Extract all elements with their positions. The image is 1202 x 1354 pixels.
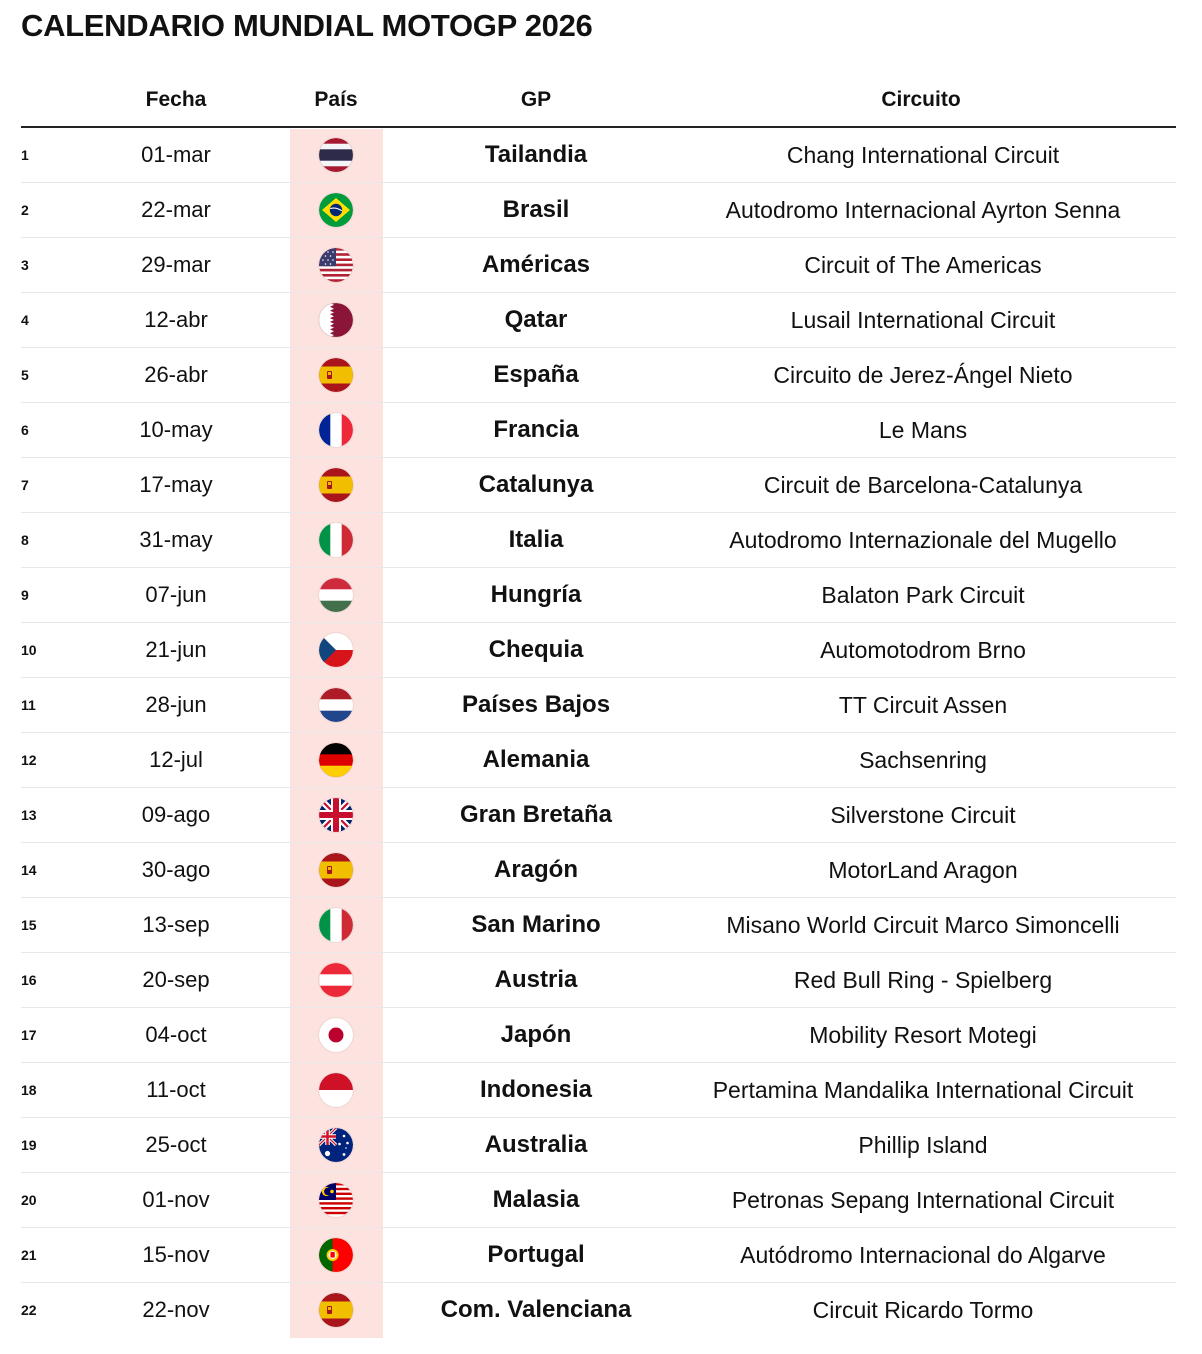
italy-flag-icon [319, 908, 353, 942]
grand-prix-name: Gran Bretaña [406, 788, 666, 843]
race-number: 6 [21, 403, 86, 458]
race-date: 20-sep [86, 953, 266, 1008]
circuit-name: TT Circuit Assen [666, 678, 1176, 733]
race-date: 11-oct [86, 1063, 266, 1118]
table-row [21, 788, 1176, 843]
indonesia-flag-icon [319, 1073, 353, 1107]
country-cell [266, 898, 406, 953]
race-number: 15 [21, 898, 86, 953]
grand-prix-name: España [406, 348, 666, 403]
country-cell [266, 513, 406, 568]
circuit-name: Autódromo Internacional do Algarve [666, 1228, 1176, 1283]
circuit-name: Red Bull Ring - Spielberg [666, 953, 1176, 1008]
race-number: 10 [21, 623, 86, 678]
race-number: 22 [21, 1302, 37, 1318]
grand-prix-name: Italia [406, 513, 666, 568]
race-number: 12 [21, 733, 86, 788]
spain-flag-icon [319, 358, 353, 392]
grand-prix-name: Brasil [406, 183, 666, 238]
circuit-name: Circuit of The Americas [666, 238, 1176, 293]
race-number: 18 [21, 1063, 86, 1118]
thailand-flag-icon [319, 138, 353, 172]
race-date: 22-mar [86, 183, 266, 238]
header-number [21, 74, 86, 127]
country-cell [266, 1228, 406, 1283]
race-date: 17-may [86, 458, 266, 513]
country-cell [266, 1118, 406, 1173]
race-date: 22-nov [142, 1297, 210, 1322]
country-cell [266, 788, 406, 843]
france-flag-icon [319, 413, 353, 447]
table-row [21, 458, 1176, 513]
grand-prix-name: Francia [406, 403, 666, 458]
circuit-name: Chang International Circuit [666, 127, 1176, 183]
race-number: 4 [21, 293, 86, 348]
race-date: 12-jul [86, 733, 266, 788]
circuit-name: Circuit de Barcelona-Catalunya [666, 458, 1176, 513]
race-date: 26-abr [86, 348, 266, 403]
circuit-name: Phillip Island [666, 1118, 1176, 1173]
table-row [21, 1063, 1176, 1118]
brazil-flag-icon [319, 193, 353, 227]
circuit-name: Petronas Sepang International Circuit [666, 1173, 1176, 1228]
race-number: 17 [21, 1008, 86, 1063]
spain-flag-icon [319, 1293, 353, 1327]
circuit-name: Autodromo Internacional Ayrton Senna [666, 183, 1176, 238]
country-cell [266, 1173, 406, 1228]
grand-prix-name: Australia [406, 1118, 666, 1173]
malaysia-flag-icon [319, 1183, 353, 1217]
grand-prix-name: Catalunya [406, 458, 666, 513]
race-date: 12-abr [86, 293, 266, 348]
race-number: 1 [21, 127, 86, 183]
race-date: 25-oct [86, 1118, 266, 1173]
germany-flag-icon [319, 743, 353, 777]
race-date: 04-oct [86, 1008, 266, 1063]
race-number: 11 [21, 678, 86, 733]
czechia-flag-icon [319, 633, 353, 667]
race-number: 14 [21, 843, 86, 898]
table-row [21, 1118, 1176, 1173]
race-number: 19 [21, 1118, 86, 1173]
race-date: 13-sep [86, 898, 266, 953]
race-date: 10-may [86, 403, 266, 458]
table-row [21, 843, 1176, 898]
header-circuit: Circuito [666, 74, 1176, 127]
table-row [21, 1008, 1176, 1063]
grand-prix-name: San Marino [406, 898, 666, 953]
circuit-name: Circuit Ricardo Tormo [812, 1296, 1034, 1323]
country-cell [266, 183, 406, 238]
header-country: País [266, 74, 406, 127]
race-date: 09-ago [86, 788, 266, 843]
country-cell [266, 403, 406, 458]
race-date: 30-ago [86, 843, 266, 898]
race-date: 21-jun [86, 623, 266, 678]
circuit-name: Lusail International Circuit [666, 293, 1176, 348]
circuit-name: Circuito de Jerez-Ángel Nieto [666, 348, 1176, 403]
calendar-table [21, 74, 1176, 1337]
grand-prix-name: Portugal [406, 1228, 666, 1283]
country-cell [266, 238, 406, 293]
circuit-name: Sachsenring [666, 733, 1176, 788]
japan-flag-icon [319, 1018, 353, 1052]
table-row [21, 1228, 1176, 1283]
circuit-name: MotorLand Aragon [666, 843, 1176, 898]
race-date: 15-nov [86, 1228, 266, 1283]
circuit-name: Automotodrom Brno [666, 623, 1176, 678]
table-row [21, 183, 1176, 238]
country-cell [266, 458, 406, 513]
portugal-flag-icon [319, 1238, 353, 1272]
circuit-name: Silverstone Circuit [666, 788, 1176, 843]
country-cell [266, 953, 406, 1008]
race-date: 31-may [86, 513, 266, 568]
spain-flag-icon [319, 853, 353, 887]
netherlands-flag-icon [319, 688, 353, 722]
race-date: 01-nov [86, 1173, 266, 1228]
header-gp: GP [406, 74, 666, 127]
table-row [21, 1283, 1176, 1338]
country-cell [266, 293, 406, 348]
uk-flag-icon [319, 798, 353, 832]
italy-flag-icon [319, 523, 353, 557]
table-row [21, 513, 1176, 568]
country-cell [266, 1283, 406, 1338]
race-number: 13 [21, 788, 86, 843]
country-cell [266, 1008, 406, 1063]
country-cell [266, 568, 406, 623]
grand-prix-name: Alemania [406, 733, 666, 788]
table-row [21, 953, 1176, 1008]
race-date: 07-jun [86, 568, 266, 623]
table-row [21, 238, 1176, 293]
circuit-name: Misano World Circuit Marco Simoncelli [666, 898, 1176, 953]
spain-flag-icon [319, 468, 353, 502]
page-title: CALENDARIO MUNDIAL MOTOGP 2026 [21, 8, 593, 43]
table-row [21, 678, 1176, 733]
race-number: 7 [21, 458, 86, 513]
table-row [21, 1173, 1176, 1228]
race-number: 2 [21, 183, 86, 238]
grand-prix-name: Indonesia [406, 1063, 666, 1118]
header-row [21, 74, 1176, 127]
grand-prix-name: Chequia [406, 623, 666, 678]
table-row [21, 733, 1176, 788]
table-row [21, 403, 1176, 458]
country-cell [266, 733, 406, 788]
hungary-flag-icon [319, 578, 353, 612]
grand-prix-name: Américas [406, 238, 666, 293]
grand-prix-name: Malasia [406, 1173, 666, 1228]
qatar-flag-icon [319, 303, 353, 337]
circuit-name: Autodromo Internazionale del Mugello [666, 513, 1176, 568]
table-row [21, 348, 1176, 403]
country-cell [266, 678, 406, 733]
table-row [21, 898, 1176, 953]
race-number: 5 [21, 348, 86, 403]
grand-prix-name: Com. Valenciana [440, 1296, 632, 1323]
grand-prix-name: Hungría [406, 568, 666, 623]
grand-prix-name: Japón [406, 1008, 666, 1063]
race-number: 8 [21, 513, 86, 568]
table-row [21, 293, 1176, 348]
table-row [21, 127, 1176, 183]
race-number: 20 [21, 1173, 86, 1228]
grand-prix-name: Qatar [406, 293, 666, 348]
header-date: Fecha [86, 74, 266, 127]
race-number: 16 [21, 953, 86, 1008]
austria-flag-icon [319, 963, 353, 997]
table-row [21, 568, 1176, 623]
race-date: 28-jun [86, 678, 266, 733]
usa-flag-icon [319, 248, 353, 282]
grand-prix-name: Austria [406, 953, 666, 1008]
circuit-name: Mobility Resort Motegi [666, 1008, 1176, 1063]
table-row [21, 623, 1176, 678]
country-cell [266, 1063, 406, 1118]
race-number: 21 [21, 1228, 86, 1283]
country-cell [266, 127, 406, 183]
circuit-name: Balaton Park Circuit [666, 568, 1176, 623]
race-number: 9 [21, 568, 86, 623]
race-date: 01-mar [86, 127, 266, 183]
circuit-name: Pertamina Mandalika International Circuit [666, 1063, 1176, 1118]
race-date: 29-mar [86, 238, 266, 293]
australia-flag-icon [319, 1128, 353, 1162]
circuit-name: Le Mans [666, 403, 1176, 458]
grand-prix-name: Países Bajos [406, 678, 666, 733]
grand-prix-name: Tailandia [406, 127, 666, 183]
country-cell [266, 843, 406, 898]
country-cell [266, 623, 406, 678]
country-cell [266, 348, 406, 403]
race-number: 3 [21, 238, 86, 293]
grand-prix-name: Aragón [406, 843, 666, 898]
